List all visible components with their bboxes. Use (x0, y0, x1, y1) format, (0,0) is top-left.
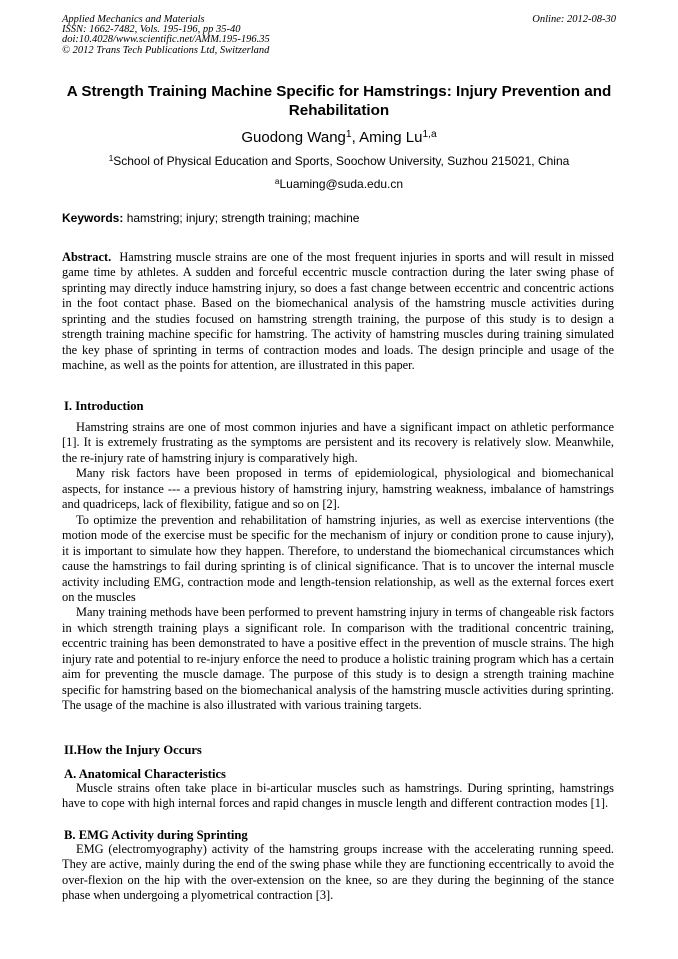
journal-name: Applied Mechanics and Materials (62, 14, 205, 25)
paragraph: Hamstring strains are one of most common injuries and have a significant impact on athletic performance [1]. It is extremely frustrating as the symptoms are persistent and its recovery is relatively slow. Meanwhile, the re-injury rate of hamstring injury is comparatively high. (62, 420, 614, 465)
email-text: Luaming@suda.edu.cn (279, 177, 404, 191)
paper-title: A Strength Training Machine Specific for Hamstrings: Injury Prevention and Rehabilitation (66, 83, 612, 119)
copyright-line: © 2012 Trans Tech Publications Ltd, Switzerland (62, 44, 270, 56)
subsection-heading-anatomical: A. Anatomical Characteristics (64, 767, 226, 781)
section-heading-introduction: I. Introduction (64, 399, 144, 413)
paragraph: EMG (electromyography) activity of the hamstring groups increase with the accelerating running speed. They are active, mainly during the end of the swing phase while they are functioning eccentrically to avoid the over-flexion on the hip with the over-extension on the knee, so are they during the beginning of the stance phase when undergoing a plyometrical contraction [3]. (62, 842, 614, 903)
section-heading-injury: II.How the Injury Occurs (64, 743, 202, 757)
author-separator: , (351, 129, 360, 146)
paragraph: To optimize the prevention and rehabilitation of hamstring injuries, as well as exercise interventions (the motion mode of the exercise must be specific for the mechanism of injury or condition prone to cause injury), it is important to simulate how they happen. Therefore, to understand the biomechanical circumstances which cause the hamstrings to fail during sprinting is of clinical significance. That is to uncover the internal muscle activity including EMG, contraction mode and length-tension relationship, as well as the external forces exert on the muscles (62, 512, 614, 604)
paragraph: Muscle strains often take place in bi-articular muscles such as hamstrings. During sprinting, hamstrings have to cope with high internal forces and rapid changes in muscle length and different contraction modes [1]. (62, 781, 614, 811)
keywords (62, 210, 622, 226)
subsection-heading-emg: B. EMG Activity during Sprinting (64, 828, 248, 842)
keywords-text: hamstring; injury; strength training; machine (126, 211, 360, 225)
issn-line: ISSN: 1662-7482, Vols. 195-196, pp 35-40 (62, 24, 241, 36)
author-superscript: 1 (345, 128, 352, 140)
paragraph: Many risk factors have been proposed in terms of epidemiological, physiological and biomechanical aspects, for instance --- a previous history of hamstring injury, hamstring weakness, imbalance of hamstrings and quadriceps, lack of flexibility, fatigue and so on [2]. (62, 466, 614, 512)
abstract (62, 250, 614, 374)
doi-line: doi:10.4028/www.scientific.net/AMM.195-196.35 (62, 34, 270, 46)
affiliation (0, 153, 678, 169)
introduction-body (62, 420, 614, 714)
abstract-text: Hamstring muscle strains are one of the most frequent injuries in sports and will result in missed game time by athletes. A sudden and forceful eccentric muscle contraction during the later swing phase of sprinting may directly induce hamstring injury, so does a fast change between eccentric and concentric actions in the foot contact phase. Based on the biomechanical analysis of the hamstring muscle activities during sprinting and the studies focused on hamstring strength training, the purpose of this study is to design a strength training machine specific for hamstring. The activity of hamstring muscles during training simulated the key phase of sprinting in terms of contraction modes and loads. The design principle and usage of the machine, as well as the points for attention, are illustrated in this paper. (62, 250, 614, 373)
affiliation-superscript: 1 (108, 153, 114, 163)
journal-header (62, 15, 270, 56)
keywords-label: Keywords: (62, 211, 124, 225)
author-email (0, 176, 678, 192)
author-list (0, 128, 678, 148)
emg-body (62, 842, 614, 904)
online-date: Online: 2012-08-30 (532, 14, 616, 25)
author-name: Guodong Wang (241, 129, 346, 146)
abstract-label: Abstract. (62, 250, 112, 264)
author-name: Aming Lu (359, 129, 423, 146)
affiliation-text: School of Physical Education and Sports, Soochow University, Suzhou 215021, China (113, 154, 570, 168)
email-superscript: a (274, 176, 280, 186)
anatomical-body (62, 781, 614, 812)
author-superscript: 1,a (422, 128, 437, 140)
paragraph: Many training methods have been performed to prevent hamstring injury in terms of changeable risk factors in which strength training plays a significant role. In comparison with the traditional concentric training, eccentric training has been demonstrated to have a positive effect in the prevention of muscle strains. The high injury rate and potential to re-injury enforce the need to produce a holistic training program which has a certain aim for preventing the muscle damage. The purpose of this study is to design a strength training machine specific for hamstring based on the biomechanical analysis of the hamstring muscle activities during sprinting. The usage of the machine is also illustrated with various training targets. (62, 605, 614, 713)
